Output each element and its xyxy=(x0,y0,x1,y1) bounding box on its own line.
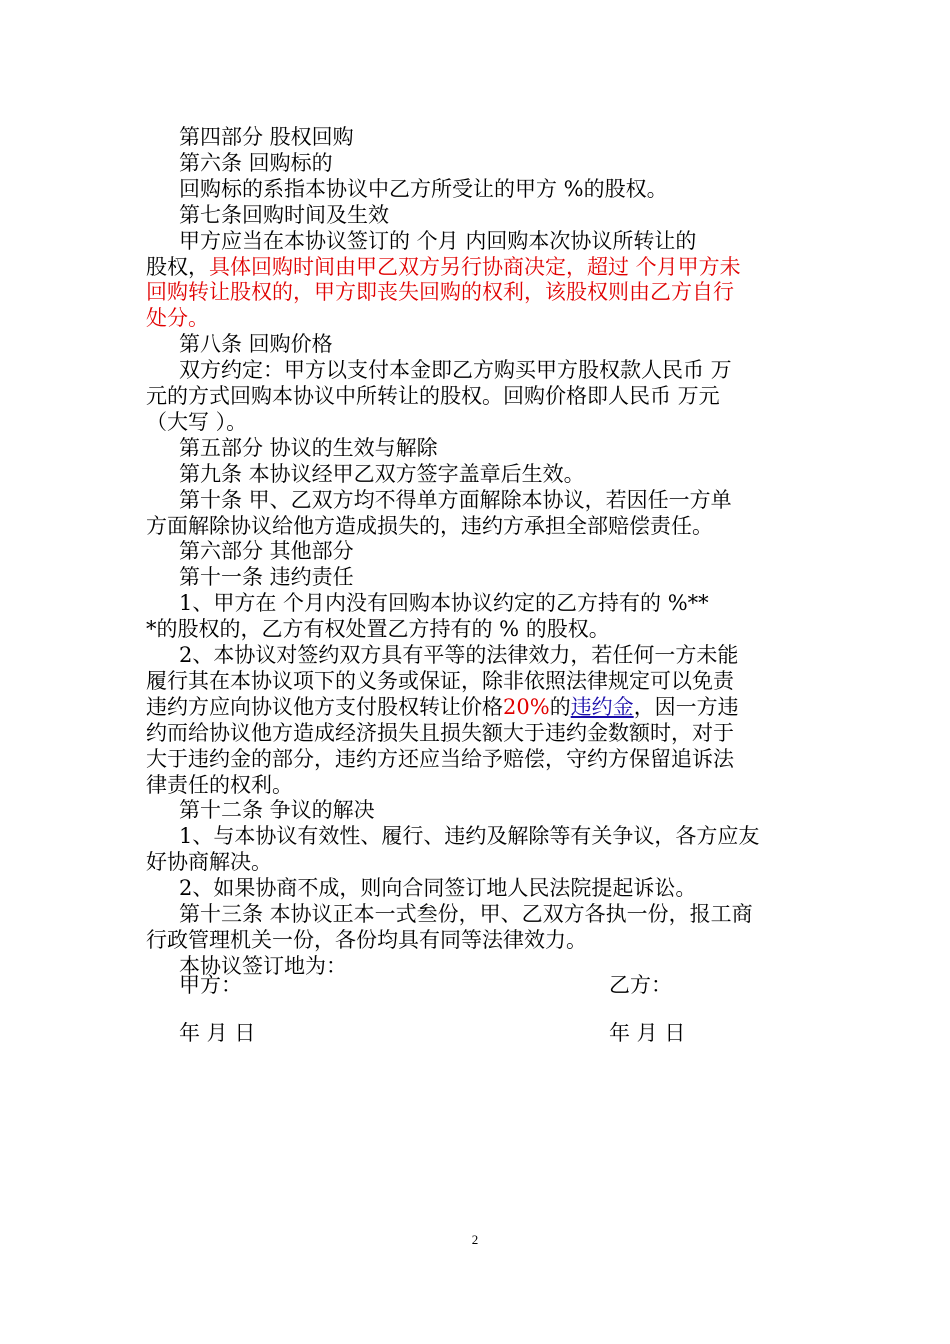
text-line xyxy=(146,694,808,720)
text-line xyxy=(146,409,808,435)
line-text: 律责任的权利。 xyxy=(146,772,293,797)
line-text: 第十条 甲、乙双方均不得单方面解除本协议，若因任一方单 xyxy=(179,487,732,512)
line-text: 甲方应当在本协议签订的 个月 内回购本次协议所转让的 xyxy=(179,228,697,253)
text-line xyxy=(146,124,808,150)
highlighted-text: 具体回购时间由甲乙双方另行协商决定，超过 个月甲方未 xyxy=(209,254,741,279)
text-line xyxy=(146,590,808,616)
text-line xyxy=(146,279,808,305)
text-line xyxy=(146,875,808,901)
text-line xyxy=(146,668,808,694)
text-line xyxy=(146,331,808,357)
line-text: 第十二条 争议的解决 xyxy=(179,798,375,823)
text-line xyxy=(146,538,808,564)
text-line xyxy=(146,254,808,280)
line-text: 第十一条 违约责任 xyxy=(179,565,354,590)
line-text: 约而给协议他方造成经济损失且损失额大于违约金数额时，对于 xyxy=(146,720,734,745)
line-text: 违约方应向协议他方支付股权转让价格 xyxy=(146,694,503,719)
party-b-label: 乙方： xyxy=(609,973,672,997)
text-line xyxy=(146,357,808,383)
page-number: 2 xyxy=(471,1232,479,1247)
line-text: 双方约定：甲方以支付本金即乙方购买甲方股权款人民币 万 xyxy=(179,358,732,383)
highlighted-text: 处分。 xyxy=(146,306,209,331)
line-text: （大写 ）。 xyxy=(146,409,248,434)
text-line xyxy=(146,901,808,927)
line-text: 2、本协议对签约双方具有平等的法律效力，若任何一方未能 xyxy=(179,643,739,667)
text-line xyxy=(146,642,808,668)
line-text: 行政管理机关一份，各份均具有同等法律效力。 xyxy=(146,927,587,952)
text-line xyxy=(146,176,808,202)
line-text: 好协商解决。 xyxy=(146,850,272,875)
party-b-date: 年 月 日 xyxy=(609,1021,686,1045)
text-line xyxy=(146,772,808,798)
text-line xyxy=(146,746,808,772)
line-text: 大于违约金的部分，违约方还应当给予赔偿，守约方保留追诉法 xyxy=(146,746,734,771)
line-text: 的 xyxy=(549,694,571,719)
line-text: *的股权的，乙方有权处置乙方持有的 % 的股权。 xyxy=(146,617,610,642)
line-text: 2、如果协商不成，则向合同签订地人民法院提起诉讼。 xyxy=(179,876,697,901)
text-line xyxy=(146,202,808,228)
line-text: ，因一方违 xyxy=(633,694,739,719)
line-text: 第十三条 本协议正本一式叁份，甲、乙双方各执一份，报工商 xyxy=(179,902,753,926)
line-text: 第七条回购时间及生效 xyxy=(179,202,389,227)
text-line xyxy=(146,564,808,590)
party-a-label: 甲方： xyxy=(179,973,242,997)
line-text: 股权， xyxy=(146,254,209,279)
line-text: 元的方式回购本协议中所转让的股权。回购价格即人民币 万元 xyxy=(146,384,720,408)
line-text: 第五部分 协议的生效与解除 xyxy=(179,435,438,460)
text-line xyxy=(146,720,808,746)
text-line xyxy=(146,797,808,823)
text-line xyxy=(146,616,808,642)
text-line xyxy=(146,461,808,487)
text-line xyxy=(146,305,808,331)
text-line xyxy=(146,927,808,953)
text-line xyxy=(146,953,808,979)
text-line xyxy=(146,150,808,176)
penalty-link[interactable]: 违约金 xyxy=(570,694,634,719)
text-line xyxy=(146,228,808,254)
line-text: 履行其在本协议项下的义务或保证，除非依照法律规定可以免责 xyxy=(146,668,734,693)
line-text: 1、与本协议有效性、履行、违约及解除等有关争议，各方应友 xyxy=(179,824,760,849)
text-line xyxy=(146,487,808,513)
line-text: 第八条 回购价格 xyxy=(179,332,333,357)
line-text: 方面解除协议给他方造成损失的，违约方承担全部赔偿责任。 xyxy=(146,513,713,538)
highlighted-text: 20% xyxy=(503,694,550,719)
text-line xyxy=(146,383,808,409)
party-a-date: 年 月 日 xyxy=(179,1021,256,1045)
line-text: 第九条 本协议经甲乙双方签字盖章后生效。 xyxy=(179,461,585,486)
text-line xyxy=(146,435,808,461)
line-text: 本协议签订地为： xyxy=(179,953,347,978)
text-line xyxy=(146,849,808,875)
text-line xyxy=(146,513,808,539)
line-text: 1、甲方在 个月内没有回购本协议约定的乙方持有的 %** xyxy=(179,591,709,616)
text-line xyxy=(146,823,808,849)
line-text: 第六条 回购标的 xyxy=(179,150,333,175)
highlighted-text: 回购转让股权的，甲方即丧失回购的权利，该股权则由乙方自行 xyxy=(146,280,734,305)
line-text: 第六部分 其他部分 xyxy=(179,539,354,564)
line-text: 回购标的系指本协议中乙方所受让的甲方 %的股权。 xyxy=(179,176,668,201)
line-text: 第四部分 股权回购 xyxy=(179,125,354,149)
